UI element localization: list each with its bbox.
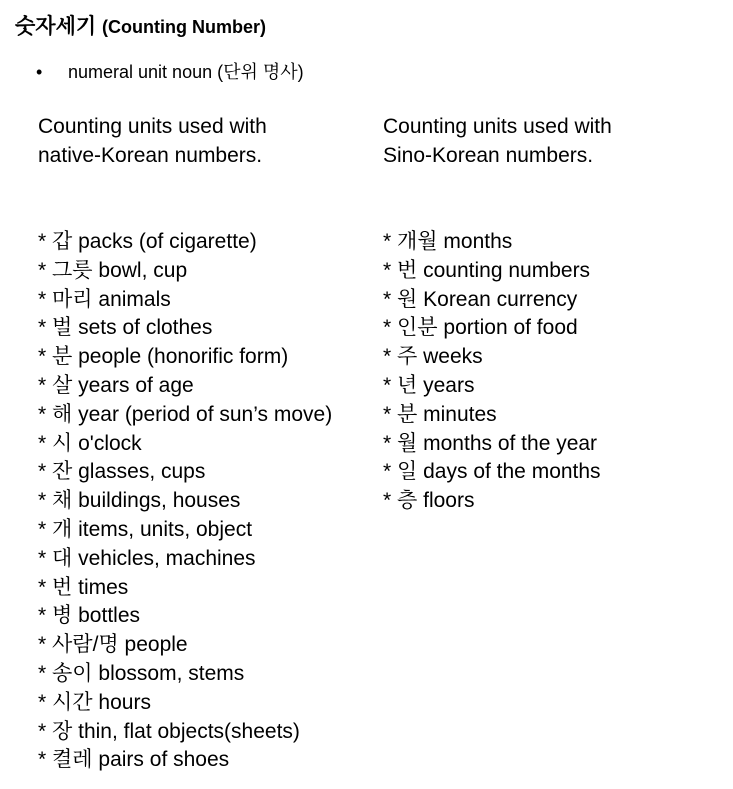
right-heading-line-1: Counting units used with <box>383 115 612 138</box>
title-korean: 숫자세기 <box>15 15 97 38</box>
list-item: * 시간 hours <box>38 690 151 714</box>
list-item: * 채 buildings, houses <box>38 489 241 513</box>
bullet-marker: • <box>36 62 43 82</box>
left-column-heading <box>38 113 267 171</box>
list-item: * 그릇 bowl, cup <box>38 258 188 282</box>
list-item: * 해 year (period of sun’s move) <box>38 402 333 426</box>
list-item: * 인분 portion of food <box>383 316 578 340</box>
bullet-item <box>36 58 304 84</box>
list-item: * 원 Korean currency <box>383 287 578 311</box>
list-item: * 월 months of the year <box>383 431 598 455</box>
list-item: * 분 minutes <box>383 402 497 426</box>
list-item: * 개월 months <box>383 230 513 253</box>
right-heading-line-2: Sino-Korean numbers. <box>383 143 594 167</box>
sino-korean-unit-list <box>383 228 601 516</box>
list-item: * 대 vehicles, machines <box>38 546 256 570</box>
list-item: * 벌 sets of clothes <box>38 316 213 340</box>
left-heading-line-1: Counting units used with <box>38 115 267 138</box>
list-item: * 병 bottles <box>38 604 140 628</box>
list-item: * 주 weeks <box>383 345 483 369</box>
list-item: * 장 thin, flat objects(sheets) <box>38 719 300 743</box>
left-heading-line-2: native-Korean numbers. <box>38 143 263 167</box>
bullet-text: numeral unit noun (단위 명사) <box>68 62 304 82</box>
list-item: * 번 counting numbers <box>383 258 591 282</box>
list-item: * 켤레 pairs of shoes <box>38 748 230 772</box>
list-item: * 마리 animals <box>38 287 171 311</box>
list-item: * 분 people (honorific form) <box>38 345 289 369</box>
page-title <box>15 10 266 40</box>
list-item: * 년 years <box>383 373 475 397</box>
list-item: * 일 days of the months <box>383 460 601 484</box>
list-item: * 번 times <box>38 575 129 599</box>
list-item: * 잔 glasses, cups <box>38 460 206 484</box>
list-item: * 층 floors <box>383 489 475 513</box>
list-item: * 개 items, units, object <box>38 517 253 541</box>
list-item: * 사람/명 people <box>38 633 188 657</box>
native-korean-unit-list <box>38 228 332 775</box>
list-item: * 살 years of age <box>38 373 194 397</box>
list-item: * 시 o'clock <box>38 431 142 455</box>
list-item: * 송이 blossom, stems <box>38 661 245 685</box>
right-column-heading <box>383 113 612 171</box>
title-english: (Counting Number) <box>102 17 266 37</box>
list-item: * 갑 packs (of cigarette) <box>38 230 257 253</box>
